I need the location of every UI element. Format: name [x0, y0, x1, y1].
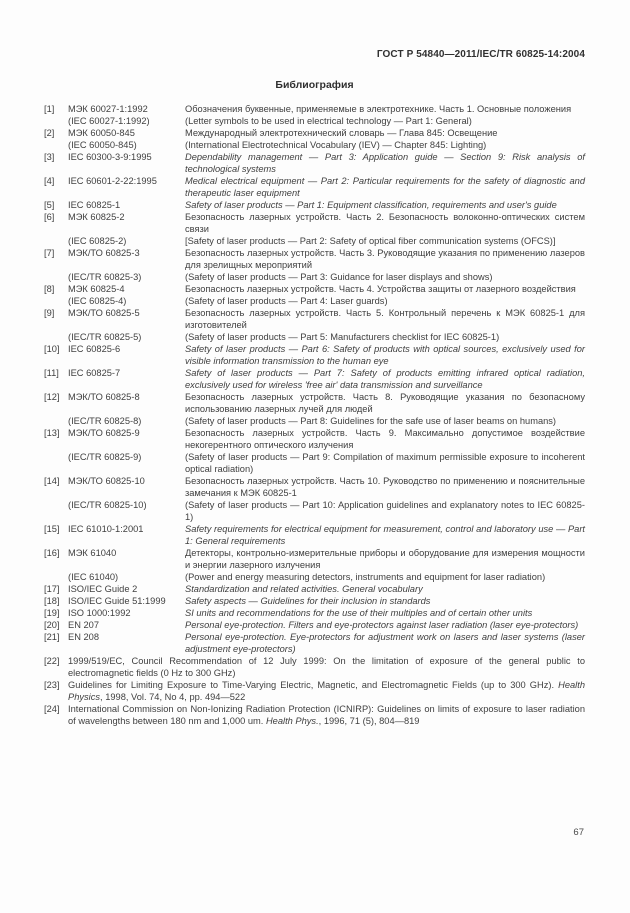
entry-description: Personal eye-protection. Eye-protectors for adjustment work on lasers and laser systems (laser adjustment eye-protectors): [185, 632, 585, 654]
entry-number: [44, 235, 68, 247]
bibliography-list: [44, 103, 585, 727]
entry-designation: (IEC/TR 60825-3): [68, 272, 142, 282]
entry-number: [18]: [44, 596, 60, 606]
entry-number: [44, 115, 68, 127]
entry-description: Детекторы, контрольно-измерительные приборы и оборудование для измерения мощности и энергии лазерного излучения: [185, 548, 585, 570]
entry-number: [3]: [44, 152, 55, 162]
entry-number: [5]: [44, 200, 55, 210]
entry-number: [13]: [44, 428, 60, 438]
entry-description: Безопасность лазерных устройств. Часть 8. Руководящие указания по безопасному использованию лазерных лучей для людей: [185, 392, 585, 414]
entry-designation: IEC 60825-7: [68, 368, 121, 378]
entry-designation: ISO 1000:1992: [68, 608, 131, 618]
entry-description: Medical electrical equipment — Part 2: Particular requirements for the safety of diagnostic and therapeutic laser equipment: [185, 176, 585, 198]
document-header: ГОСТ Р 54840—2011/IEC/TR 60825-14:2004: [376, 49, 585, 60]
entry-number: [11]: [44, 368, 59, 378]
entry-description: (Safety of laser products — Part 10: Application guidelines and explanatory notes to IEC 60825-1): [185, 500, 585, 522]
entry-designation: (IEC 61040): [68, 572, 119, 582]
entry-designation: (IEC 60825-4): [68, 296, 127, 306]
entry-description: Безопасность лазерных устройств. Часть 2. Безопасность волоконно-оптических систем связи: [185, 212, 585, 234]
entry-designation: (IEC/TR 60825-5): [68, 332, 142, 342]
entry-description: (Safety of laser products — Part 4: Laser guards): [185, 296, 388, 306]
entry-number: [44, 499, 68, 523]
entry-designation: IEC 60825-1: [68, 200, 121, 210]
entry-designation: (IEC/TR 60825-8): [68, 416, 142, 426]
entry-designation: МЭК/ТО 60825-10: [68, 476, 145, 486]
entry-designation: IEC 60601-2-22:1995: [68, 176, 157, 186]
entry-number: [23]: [44, 680, 60, 690]
entry-description: (Safety of laser products — Part 8: Guidelines for the safe use of laser beams on humans): [185, 416, 557, 426]
entry-designation: (IEC 60825-2): [68, 236, 127, 246]
entry-number: [24]: [44, 704, 60, 714]
entry-designation: EN 208: [68, 632, 100, 642]
entry-number: [12]: [44, 392, 60, 402]
entry-number: [44, 139, 68, 151]
entry-designation: IEC 60825-6: [68, 344, 121, 354]
entry-designation: МЭК/ТО 60825-5: [68, 308, 140, 318]
entry-number: [22]: [44, 656, 60, 666]
entry-number: [44, 331, 68, 343]
entry-number: [10]: [44, 344, 60, 354]
entry-description: [Safety of laser products — Part 2: Safety of optical fiber communication systems (OFCS)]: [185, 236, 556, 246]
entry-description: International Commission on Non-Ionizing Radiation Protection (ICNIRP): Guidelines on limits of exposure to laser radiation of wavelengths between 180 nm and 1,000 um. Health Phys., 1996, 71 (5), 804—819: [68, 704, 585, 726]
entry-description: Безопасность лазерных устройств. Часть 4. Устройства защиты от лазерного воздействия: [185, 284, 576, 294]
entry-description: Безопасность лазерных устройств. Часть 5. Контрольный перечень к МЭК 60825-1 для изготовителей: [185, 308, 585, 330]
entry-number: [19]: [44, 608, 60, 618]
entry-description: Guidelines for Limiting Exposure to Time-Varying Electric, Magnetic, and Electromagnetic Fields (up to 300 GHz). Health Physics, 1998, Vol. 74, No 4, pp. 494—522: [68, 680, 585, 702]
entry-description: Безопасность лазерных устройств. Часть 10. Руководство по применению и пояснительные замечания к МЭК 60825-1: [185, 476, 585, 498]
entry-description: Безопасность лазерных устройств. Часть 3. Руководящие указания по применению лазеров для зрелищных мероприятий: [185, 248, 585, 270]
entry-designation: МЭК 60825-2: [68, 212, 125, 222]
entry-description: (Safety of laser products — Part 3: Guidance for laser displays and shows): [185, 272, 493, 282]
entry-description: Safety of laser products — Part 7: Safety of products emitting infrared optical radiation, exclusively used for wireless 'free air' data transmission and surveillance: [185, 368, 585, 390]
entry-designation: (IEC/TR 60825-10): [68, 500, 147, 510]
entry-description: Safety aspects — Guidelines for their inclusion in standards: [185, 596, 431, 606]
entry-description: (International Electrotechnical Vocabulary (IEV) — Chapter 845: Lighting): [185, 140, 487, 150]
entry-designation: МЭК 60027-1:1992: [68, 104, 148, 114]
entry-number: [16]: [44, 548, 60, 558]
entry-number: [1]: [44, 104, 55, 114]
entry-description: 1999/519/EC, Council Recommendation of 12 July 1999: On the limitation of exposure of the general public to electromagnetic fields (0 Hz to 300 GHz): [68, 656, 585, 678]
entry-designation: IEC 60300-3-9:1995: [68, 152, 152, 162]
entry-designation: МЭК/ТО 60825-9: [68, 428, 140, 438]
entry-designation: ISO/IEC Guide 51:1999: [68, 596, 166, 606]
entry-number: [2]: [44, 128, 55, 138]
entry-number: [21]: [44, 632, 60, 642]
page-title: Библиография: [275, 79, 354, 91]
entry-description: Safety of laser products — Part 6: Safety of products with optical sources, exclusively used for visible information transmission to the human eye: [185, 344, 585, 366]
entry-designation: МЭК/ТО 60825-3: [68, 248, 140, 258]
entry-description: Personal eye-protection. Filters and eye-protectors against laser radiation (laser eye-protectors): [185, 620, 579, 630]
entry-designation: МЭК 60050-845: [68, 128, 135, 138]
entry-number: [20]: [44, 620, 60, 630]
entry-number: [17]: [44, 584, 60, 594]
entry-description: Безопасность лазерных устройств. Часть 9. Максимально допустимое воздействие некогерентного оптического излучения: [185, 428, 585, 450]
entry-number: [44, 451, 68, 475]
entry-description: Dependability management — Part 3: Application guide — Section 9: Risk analysis of technological systems: [185, 152, 585, 174]
entry-designation: IEC 61010-1:2001: [68, 524, 144, 534]
entry-number: [6]: [44, 212, 55, 222]
entry-designation: МЭК 60825-4: [68, 284, 125, 294]
entry-description: Safety requirements for electrical equipment for measurement, control and laboratory use — Part 1: General requirements: [185, 524, 585, 546]
entry-number: [8]: [44, 284, 55, 294]
entry-number: [44, 271, 68, 283]
entry-designation: (IEC 60050-845): [68, 140, 137, 150]
entry-description: SI units and recommendations for the use of their multiples and of certain other units: [185, 608, 533, 618]
entry-description: Standardization and related activities. General vocabulary: [185, 584, 423, 594]
entry-designation: МЭК/ТО 60825-8: [68, 392, 140, 402]
entry-description: (Safety of laser products — Part 9: Compilation of maximum permissible exposure to incoherent optical radiation): [185, 452, 585, 474]
entry-designation: EN 207: [68, 620, 100, 630]
entry-designation: ISO/IEC Guide 2: [68, 584, 138, 594]
entry-description: (Letter symbols to be used in electrical technology — Part 1: General): [185, 116, 472, 126]
entry-number: [44, 571, 68, 583]
entry-designation: (IEC/TR 60825-9): [68, 452, 142, 462]
entry-number: [7]: [44, 248, 55, 258]
entry-description: Обозначения буквенные, применяемые в электротехнике. Часть 1. Основные положения: [185, 104, 572, 114]
entry-number: [4]: [44, 176, 55, 186]
entry-number: [9]: [44, 308, 55, 318]
entry-number: [44, 295, 68, 307]
entry-description: (Safety of laser products — Part 5: Manufacturers checklist for IEC 60825-1): [185, 332, 500, 342]
entry-description: Safety of laser products — Part 1: Equipment classification, requirements and user's guide: [185, 200, 557, 210]
entry-number: [15]: [44, 524, 60, 534]
page-number: 67: [573, 827, 584, 838]
entry-description: Международный электротехнический словарь — Глава 845: Освещение: [185, 128, 498, 138]
entry-designation: (IEC 60027-1:1992): [68, 116, 150, 126]
entry-description: (Power and energy measuring detectors, instruments and equipment for laser radiation): [185, 572, 546, 582]
entry-designation: МЭК 61040: [68, 548, 117, 558]
entry-number: [14]: [44, 476, 60, 486]
entry-number: [44, 415, 68, 427]
